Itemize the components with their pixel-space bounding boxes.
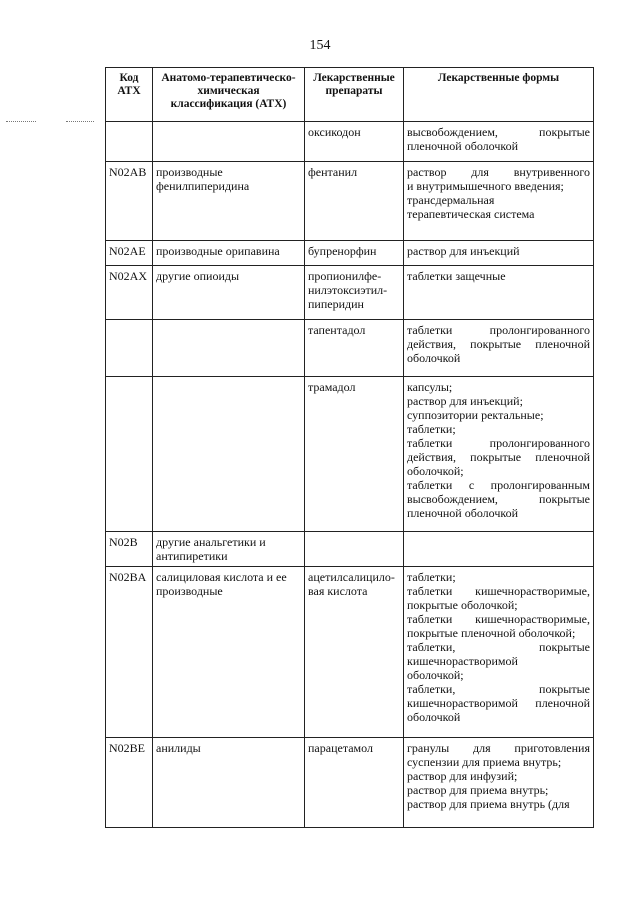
row-forms bbox=[404, 532, 594, 567]
form-line: оболочкой; bbox=[407, 464, 464, 478]
row-classification: производные фенилпиперидина bbox=[153, 162, 305, 241]
form-line: таблетки; bbox=[407, 422, 456, 436]
row-classification bbox=[153, 320, 305, 377]
form-line: оболочкой bbox=[407, 710, 461, 724]
header-code: Код АТХ bbox=[106, 68, 153, 122]
form-line: капсулы; bbox=[407, 380, 453, 394]
row-forms bbox=[404, 567, 594, 738]
header-drugs: Лекарственные препараты bbox=[305, 68, 404, 122]
form-line: таблетки, покрытые bbox=[407, 640, 590, 654]
row-code: N02BE bbox=[106, 738, 153, 828]
row-code: N02AE bbox=[106, 241, 153, 266]
row-forms bbox=[404, 162, 594, 241]
row-classification: салициловая кислота и ее производные bbox=[153, 567, 305, 738]
form-line: раствор для приема внутрь (для bbox=[407, 797, 570, 811]
row-code: N02AX bbox=[106, 266, 153, 320]
form-line: трансдермальная bbox=[407, 193, 495, 207]
table-body bbox=[106, 122, 594, 828]
form-line: таблетки кишечнорастворимые, bbox=[407, 612, 590, 626]
form-line: кишечнорастворимой bbox=[407, 654, 518, 668]
scan-artifact-line bbox=[66, 121, 94, 122]
row-code: N02B bbox=[106, 532, 153, 567]
form-line: таблетки с пролонгированным bbox=[407, 478, 590, 492]
table-row bbox=[106, 266, 594, 320]
row-drug: бупренорфин bbox=[305, 241, 404, 266]
row-classification: анилиды bbox=[153, 738, 305, 828]
table-row bbox=[106, 377, 594, 532]
table-row bbox=[106, 122, 594, 162]
row-drug: фентанил bbox=[305, 162, 404, 241]
form-line: действия, покрытые пленочной bbox=[407, 450, 590, 464]
form-line: таблетки; bbox=[407, 570, 456, 584]
scan-artifact-line bbox=[6, 121, 36, 122]
form-line: и внутримышечного введения; bbox=[407, 179, 564, 193]
form-line: кишечнорастворимой пленочной bbox=[407, 696, 590, 710]
table-row bbox=[106, 738, 594, 828]
row-forms bbox=[404, 738, 594, 828]
row-code bbox=[106, 320, 153, 377]
form-line: гранулы для приготовления bbox=[407, 741, 590, 755]
form-line: таблетки пролонгированного bbox=[407, 323, 590, 337]
row-classification: производные орипавина bbox=[153, 241, 305, 266]
row-drug: пропионилфе-нилэтоксиэтил-пиперидин bbox=[305, 266, 404, 320]
page-number: 154 bbox=[309, 38, 331, 53]
form-line: таблетки кишечнорастворимые, bbox=[407, 584, 590, 598]
form-line: таблетки пролонгированного bbox=[407, 436, 590, 450]
row-classification: другие опиоиды bbox=[153, 266, 305, 320]
form-line: высвобождением, покрытые bbox=[407, 492, 590, 506]
form-line: таблетки, покрытые bbox=[407, 682, 590, 696]
form-line: оболочкой bbox=[407, 351, 461, 365]
form-line: раствор для инъекций; bbox=[407, 394, 523, 408]
row-drug bbox=[305, 532, 404, 567]
form-line: покрытые пленочной оболочкой; bbox=[407, 626, 576, 640]
table-row bbox=[106, 162, 594, 241]
row-drug: тапентадол bbox=[305, 320, 404, 377]
row-drug: ацетилсалицило-вая кислота bbox=[305, 567, 404, 738]
row-code: N02AB bbox=[106, 162, 153, 241]
row-code: N02BA bbox=[106, 567, 153, 738]
form-line: суппозитории ректальные; bbox=[407, 408, 544, 422]
table-row bbox=[106, 320, 594, 377]
row-code bbox=[106, 122, 153, 162]
row-classification bbox=[153, 377, 305, 532]
table-row bbox=[106, 567, 594, 738]
form-line: раствор для приема внутрь; bbox=[407, 783, 549, 797]
form-line: раствор для инфузий; bbox=[407, 769, 518, 783]
header-classification: Анатомо-терапевтическо-химическая классификация (АТХ) bbox=[153, 68, 305, 122]
form-line: высвобождением, покрытые bbox=[407, 125, 590, 139]
row-classification: другие анальгетики и антипиретики bbox=[153, 532, 305, 567]
form-line: суспензии для приема внутрь; bbox=[407, 755, 562, 769]
row-drug: оксикодон bbox=[305, 122, 404, 162]
form-line: раствор для инъекций bbox=[407, 244, 520, 258]
header-forms: Лекарственные формы bbox=[404, 68, 594, 122]
table-header-row bbox=[106, 68, 594, 122]
row-forms bbox=[404, 377, 594, 532]
form-line: таблетки защечные bbox=[407, 269, 506, 283]
table-row bbox=[106, 241, 594, 266]
row-forms bbox=[404, 320, 594, 377]
form-line: оболочкой; bbox=[407, 668, 464, 682]
row-drug: трамадол bbox=[305, 377, 404, 532]
form-line: терапевтическая система bbox=[407, 207, 535, 221]
form-line: пленочной оболочкой bbox=[407, 506, 519, 520]
row-forms bbox=[404, 241, 594, 266]
table-row bbox=[106, 532, 594, 567]
form-line: действия, покрытые пленочной bbox=[407, 337, 590, 351]
form-line: раствор для внутривенного bbox=[407, 165, 590, 179]
atx-table bbox=[105, 67, 594, 828]
row-classification bbox=[153, 122, 305, 162]
row-forms bbox=[404, 266, 594, 320]
form-line: покрытые оболочкой; bbox=[407, 598, 518, 612]
form-line: пленочной оболочкой bbox=[407, 139, 519, 153]
row-drug: парацетамол bbox=[305, 738, 404, 828]
row-forms bbox=[404, 122, 594, 162]
row-code bbox=[106, 377, 153, 532]
